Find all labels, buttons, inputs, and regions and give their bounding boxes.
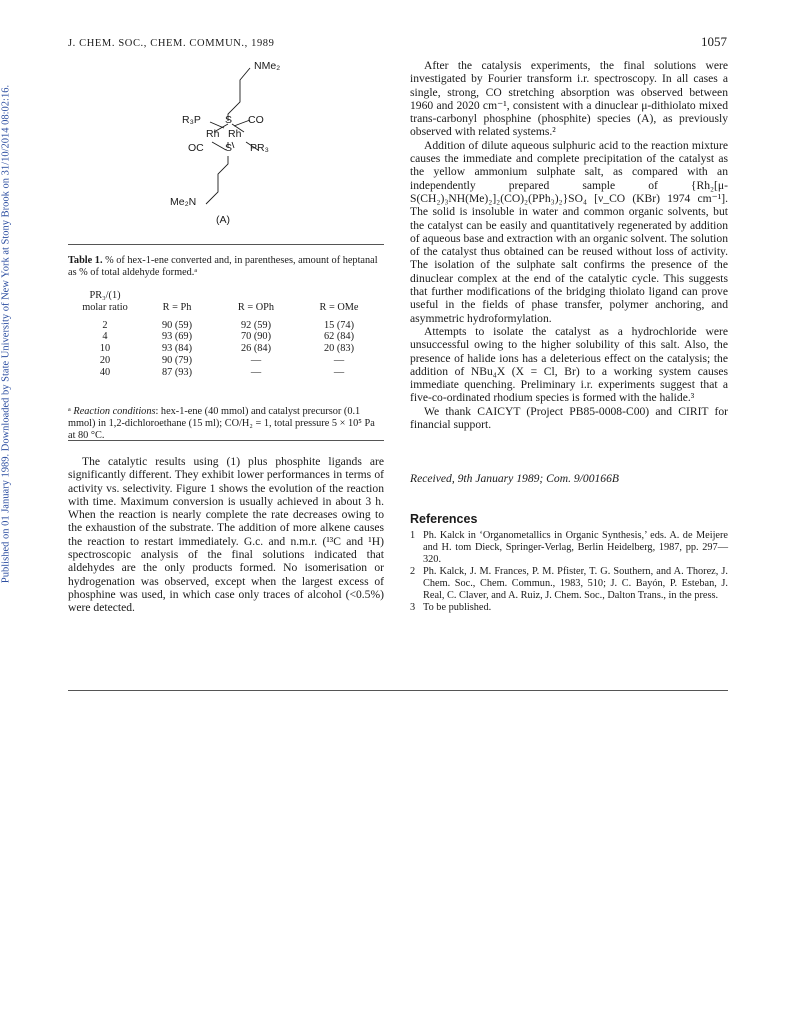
oc-label: OC	[188, 142, 204, 154]
s-bottom-label: S	[225, 142, 233, 154]
references-heading: References	[410, 512, 478, 526]
table-caption-label: Table 1.	[68, 255, 103, 266]
table-bottom-rule	[68, 440, 384, 441]
table-cell: 87 (93)	[161, 366, 193, 378]
chemical-structure	[170, 58, 310, 228]
body-paragraph: The catalytic results using (1) plus phosphite ligands are significantly different. They exhibit lower performances in terms of activity vs. selectivity. Figure 1 shows the evolution of the reaction with time. Maximum conversion is usually achieved in about 3 h. When the reaction is nearly complete the rate decreases owing to the exhaustion of the substrate. The addition of more alkene causes the reaction to restart immediately. G.c. and n.m.r. (¹³C and ¹H) spectroscopic analysis of the final solutions indicated that aldehydes are the only products formed. No isomerisation or hydrogenation was observed, except when the largest excess of phosphine was used, in which case only traces of alcohol (<0.5%) were detected.	[68, 455, 384, 615]
acknowledgement: We thank CAICYT (Project PB85-0008-C00) and CIRIT for financial support.	[410, 404, 728, 432]
structure-caption: (A)	[216, 214, 230, 226]
reference-item	[410, 602, 728, 614]
reference-text: To be published.	[423, 602, 492, 613]
table-header-ratio: PR₃/(1)	[89, 290, 121, 301]
body-paragraph: After the catalysis experiments, the final solutions were investigated by Fourier transform i.r. spectroscopy. In all cases a single, strong, CO stretching absorption was observed between 1960 and 2020 cm⁻¹, consistent with a dinuclear μ-dithiolato mixed trans-carbonyl phosphine (phosphite) species (A), as previously observed with related systems.²	[410, 59, 728, 139]
table-cell: 70 (90)	[240, 331, 272, 343]
table-row	[70, 343, 380, 355]
table-cell: 40	[99, 366, 111, 378]
s-top-label: S	[225, 114, 233, 126]
body-paragraph: Attempts to isolate the catalyst as a hydrochloride were unsuccessful owing to the higher solubility of this salt. Also, the presence of halide ions has a deleterious effect on the catalysis; the addition of NBu₄X (X = Cl, Br) to a working system causes immediate quenching. Preliminary i.r. experiments suggest that a five-co-ordinated rhodium species is formed with the halide.³	[410, 324, 728, 405]
table-cell: —	[333, 366, 345, 378]
reference-number: 3	[410, 602, 416, 613]
table-footnote	[68, 406, 384, 442]
table-header: molar ratio	[82, 301, 128, 313]
table-top-rule	[68, 244, 384, 245]
table-cell: 93 (84)	[161, 343, 193, 355]
table-cell: —	[250, 366, 262, 378]
footnote-text: : hex-1-ene (40 mmol) and catalyst precursor (0.1 mmol) in 1,2-dichloroethane (15 ml); CO/H₂ = 1, total pressure 5 × 10⁵ Pa at 80 °C.	[68, 406, 375, 441]
table-row	[70, 367, 380, 379]
table-cell: 20	[99, 354, 111, 366]
me2n-label: Me₂N	[170, 196, 197, 208]
table-cell: 15 (74)	[323, 319, 355, 331]
references-list	[410, 530, 728, 614]
table-cell: —	[333, 354, 345, 366]
rh-right-label: Rh	[228, 128, 242, 140]
table-cell: 10	[99, 343, 111, 355]
table-header-row-2	[70, 302, 380, 314]
co-top-label: CO	[248, 114, 264, 126]
r3p-label: R₃P	[182, 114, 201, 126]
reference-item	[410, 530, 728, 566]
table-cell: —	[250, 354, 262, 366]
table-header-row-1	[70, 290, 380, 302]
received-line: Received, 9th January 1989; Com. 9/00166B	[410, 472, 619, 485]
table-cell: 4	[102, 331, 108, 343]
reference-number: 1	[410, 530, 416, 541]
table-header: R = OMe	[319, 301, 359, 313]
table-cell: 2	[102, 319, 108, 331]
table-cell: 26 (84)	[240, 343, 272, 355]
table-header: R = Ph	[162, 301, 192, 313]
pr3-label: PR₃	[250, 142, 269, 154]
table-row	[70, 331, 380, 343]
footnote-mark: ᵃ	[68, 406, 71, 417]
body-paragraph: Addition of dilute aqueous sulphuric acid to the reaction mixture causes the immediate and complete precipitation of the catalyst as the yellow ammonium sulphate salt, as compared with an independently prepared sample of {Rh₂[μ-S(CH₂)₃NH(Me)₂]₂(CO)₂(PPh₃)₂}SO₄ [ν_CO (KBr) 1974 cm⁻¹]. The solid is insoluble in water and common organic solvents, but the catalyst can be easily and quantitatively regenerated by addition of aqueous base and extraction with an organic solvent. The solution of the catalyst thus obtained can be reused without loss of activity. The isolation of the sulphate salt confirms the presence of the dinuclear complex at the end of the catalytic cycle. This suggests that further modifications of the bridging thiolato ligand can prove useful in the fields of phase transfer, polymer anchoring, and asymmetric hydroformylation.	[410, 138, 729, 325]
reference-item	[410, 566, 728, 602]
reference-text: Ph. Kalck in ‘Organometallics in Organic Synthesis,’ eds. A. de Meijere and H. tom Dieck, Springer-Verlag, Berlin Heidelberg, 1987, pp. 297—320.	[423, 530, 728, 565]
table-cell: 90 (79)	[161, 354, 193, 366]
table-row	[70, 355, 380, 367]
left-column	[68, 455, 384, 615]
results-table	[70, 290, 380, 379]
reference-text: Ph. Kalck, J. M. Frances, P. M. Pfister, T. G. Southern, and A. Thorez, J. Chem. Soc., Chem. Commun., 1983, 510; J. C. Bayón, P. Esteban, J. Real, C. Claver, and A. Ruiz, J. Chem. Soc., Dalton Trans., in the press.	[423, 566, 728, 601]
table-cell: 93 (69)	[161, 331, 193, 343]
page-number: 1057	[701, 34, 727, 49]
table-cell: 90 (59)	[161, 319, 193, 331]
download-notice: Published on 01 January 1989. Downloaded by State University of New York at Stony Brook on 31/10/2014 08:02:16.	[0, 84, 12, 584]
table-cell: 20 (83)	[323, 343, 355, 355]
table-caption	[68, 255, 384, 279]
table-row	[70, 320, 380, 332]
rh-left-label: Rh	[206, 128, 220, 140]
nme2-top-label: NMe₂	[254, 60, 281, 72]
table-cell: 62 (84)	[323, 331, 355, 343]
right-column	[410, 59, 728, 431]
footnote-label: Reaction conditions	[73, 406, 156, 417]
reference-number: 2	[410, 566, 416, 577]
table-header: R = OPh	[237, 301, 275, 313]
journal-header: J. CHEM. SOC., CHEM. COMMUN., 1989	[68, 38, 275, 49]
table-cell: 92 (59)	[240, 319, 272, 331]
page-bottom-rule	[68, 690, 728, 691]
table-caption-text: % of hex-1-ene converted and, in parentheses, amount of heptanal as % of total aldehyde formed.ᵃ	[68, 255, 378, 278]
download-watermark	[0, 14, 16, 654]
